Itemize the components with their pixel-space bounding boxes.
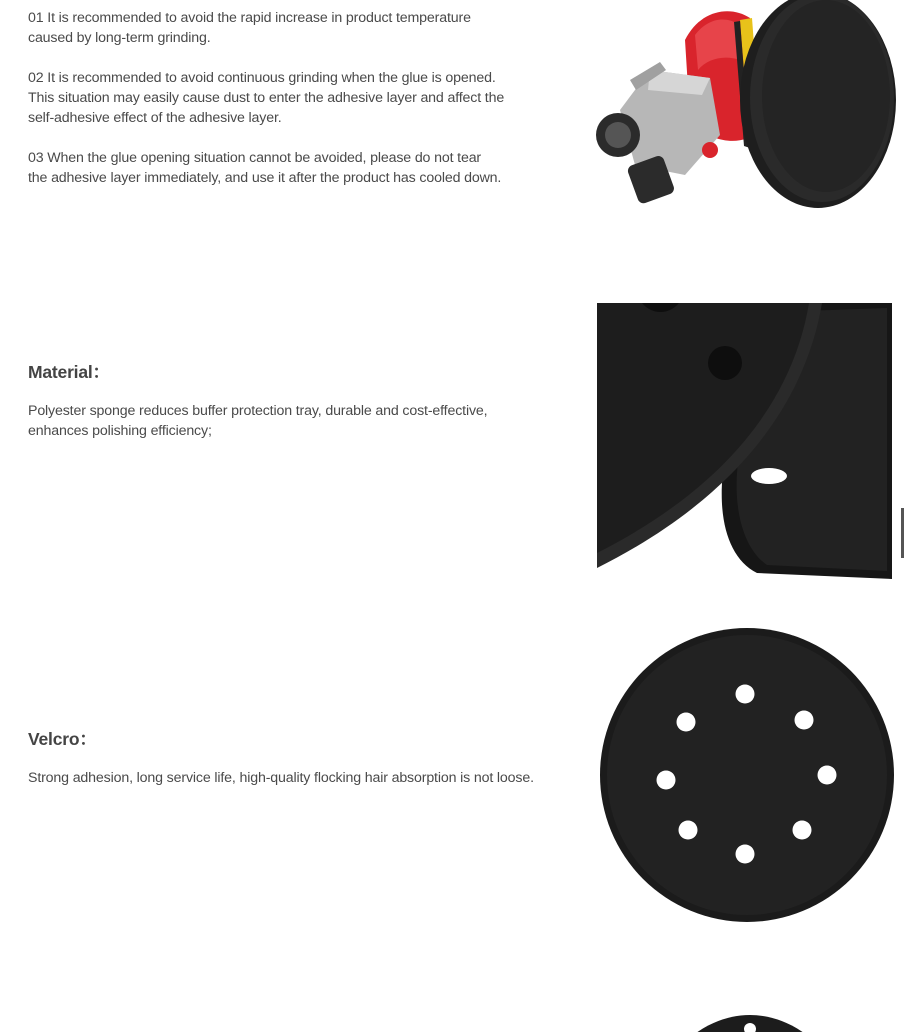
material-text: Polyester sponge reduces buffer protection tray, durable and cost-effective, enhances polishing efficiency; bbox=[28, 403, 488, 439]
note-03: 03 When the glue opening situation cannot be avoided, please do not tear the adhesive layer immediately, and use it after the product has cooled down. bbox=[28, 150, 502, 186]
air-sander-icon bbox=[590, 0, 900, 215]
velcro-text: Strong adhesion, long service life, high-quality flocking hair absorption is not loose. bbox=[28, 770, 534, 786]
air-sander-with-pad-image bbox=[590, 0, 900, 215]
note-01: 01 It is recommended to avoid the rapid increase in product temperature caused by long-term grinding. bbox=[28, 10, 471, 46]
sponge-pad-icon bbox=[597, 303, 909, 583]
eight-hole-pad-icon bbox=[597, 625, 897, 925]
pad-partial-image bbox=[640, 1005, 860, 1032]
velcro-heading: Velcro： bbox=[28, 729, 97, 749]
note-02: 02 It is recommended to avoid continuous grinding when the glue is opened. This situation may easily cause dust to enter the adhesive layer and affect the self-adhesive effect of the adhesive layer. bbox=[28, 70, 505, 126]
material-heading: Material： bbox=[28, 362, 110, 382]
sponge-pad-closeup-image bbox=[597, 303, 909, 583]
pad-icon bbox=[640, 1005, 860, 1032]
eight-hole-pad-image bbox=[597, 625, 897, 925]
